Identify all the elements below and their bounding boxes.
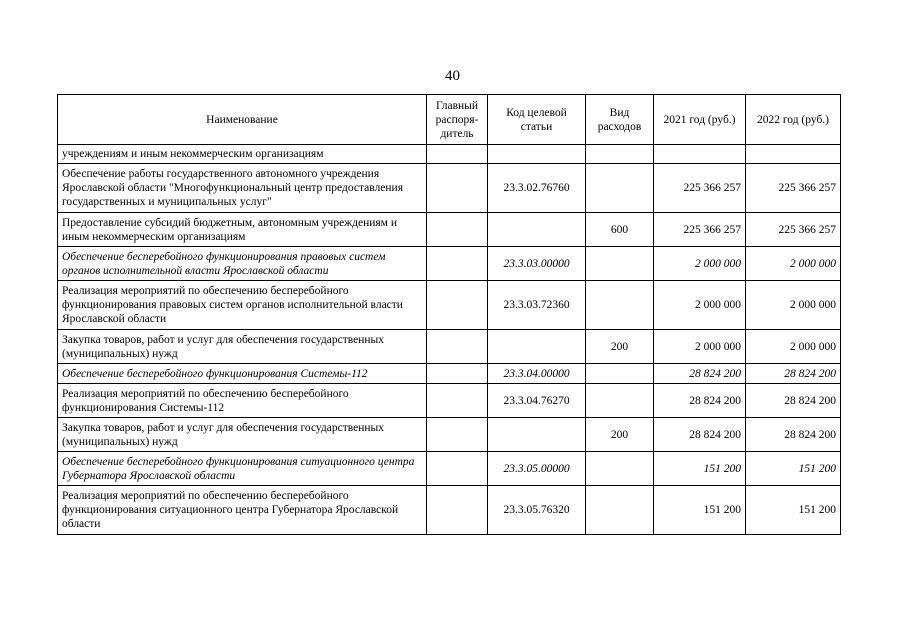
row-2021-cell: 2 000 000 — [654, 247, 746, 281]
page-number: 40 — [445, 68, 460, 84]
row-expense-type-cell: 200 — [586, 330, 654, 364]
row-code-cell — [488, 330, 586, 364]
row-admin-cell — [427, 164, 488, 213]
row-name-cell: Реализация мероприятий по обеспечению бесперебойного функционирования ситуационного центра Губернатора Ярославской области — [58, 486, 427, 535]
row-code-cell: 23.3.04.76270 — [488, 384, 586, 418]
row-name-cell: Закупка товаров, работ и услуг для обеспечения государственных (муниципальных) нужд — [58, 330, 427, 364]
row-2022-cell — [746, 145, 841, 164]
row-name-cell: Обеспечение бесперебойного функционирования ситуационного центра Губернатора Ярославской области — [58, 452, 427, 486]
row-admin-cell — [427, 418, 488, 452]
row-admin-cell — [427, 486, 488, 535]
row-name-cell: Реализация мероприятий по обеспечению бесперебойного функционирования Системы-112 — [58, 384, 427, 418]
table-row — [58, 364, 841, 384]
row-2022-cell: 2 000 000 — [746, 330, 841, 364]
row-code-cell: 23.3.03.00000 — [488, 247, 586, 281]
row-expense-type-cell: 200 — [586, 418, 654, 452]
row-name-cell: Закупка товаров, работ и услуг для обеспечения государственных (муниципальных) нужд — [58, 418, 427, 452]
table-body — [58, 145, 841, 535]
row-code-cell: 23.3.04.00000 — [488, 364, 586, 384]
row-admin-cell — [427, 384, 488, 418]
row-2021-cell: 225 366 257 — [654, 213, 746, 247]
row-expense-type-cell — [586, 364, 654, 384]
header-admin: Главный распоря-дитель — [427, 95, 488, 145]
header-code: Код целевой статьи — [488, 95, 586, 145]
row-name-cell: Обеспечение бесперебойного функционирования правовых систем органов исполнительной власти Ярославской области — [58, 247, 427, 281]
row-name-cell: Реализация мероприятий по обеспечению бесперебойного функционирования правовых систем органов исполнительной власти Ярославской области — [58, 281, 427, 330]
table-row — [58, 213, 841, 247]
row-admin-cell — [427, 364, 488, 384]
row-2022-cell: 28 824 200 — [746, 384, 841, 418]
row-expense-type-cell — [586, 164, 654, 213]
row-admin-cell — [427, 247, 488, 281]
row-2021-cell: 225 366 257 — [654, 164, 746, 213]
row-admin-cell — [427, 452, 488, 486]
row-code-cell: 23.3.02.76760 — [488, 164, 586, 213]
row-2021-cell: 28 824 200 — [654, 384, 746, 418]
row-admin-cell — [427, 213, 488, 247]
row-admin-cell — [427, 145, 488, 164]
row-expense-type-cell — [586, 145, 654, 164]
row-2022-cell: 225 366 257 — [746, 164, 841, 213]
table-row — [58, 281, 841, 330]
row-2021-cell: 2 000 000 — [654, 330, 746, 364]
row-code-cell — [488, 213, 586, 247]
table-row — [58, 486, 841, 535]
row-2022-cell: 225 366 257 — [746, 213, 841, 247]
row-2022-cell: 151 200 — [746, 486, 841, 535]
row-expense-type-cell — [586, 247, 654, 281]
row-name-cell: Предоставление субсидий бюджетным, автономным учреждениям и иным некоммерческим организациям — [58, 213, 427, 247]
row-expense-type-cell — [586, 486, 654, 535]
header-name: Наименование — [58, 95, 427, 145]
row-name-cell: учреждениям и иным некоммерческим организациям — [58, 145, 427, 164]
row-admin-cell — [427, 330, 488, 364]
header-2021: 2021 год (руб.) — [654, 95, 746, 145]
row-expense-type-cell — [586, 384, 654, 418]
row-2021-cell: 2 000 000 — [654, 281, 746, 330]
row-name-cell: Обеспечение бесперебойного функционирования Системы-112 — [58, 364, 427, 384]
row-admin-cell — [427, 281, 488, 330]
row-2022-cell: 151 200 — [746, 452, 841, 486]
row-2021-cell: 28 824 200 — [654, 364, 746, 384]
row-code-cell — [488, 145, 586, 164]
table-row — [58, 164, 841, 213]
row-expense-type-cell — [586, 452, 654, 486]
table-row — [58, 384, 841, 418]
table-row — [58, 247, 841, 281]
row-code-cell: 23.3.05.00000 — [488, 452, 586, 486]
table-row — [58, 145, 841, 164]
table-header-row — [58, 95, 841, 145]
header-expense-type: Вид расходов — [586, 95, 654, 145]
row-2021-cell: 151 200 — [654, 486, 746, 535]
row-2021-cell: 28 824 200 — [654, 418, 746, 452]
row-code-cell — [488, 418, 586, 452]
budget-table — [57, 94, 841, 535]
row-2022-cell: 2 000 000 — [746, 281, 841, 330]
row-expense-type-cell: 600 — [586, 213, 654, 247]
row-name-cell: Обеспечение работы государственного автономного учреждения Ярославской области "Многофункциональный центр предоставления государственных и муниципальных услуг" — [58, 164, 427, 213]
row-2022-cell: 2 000 000 — [746, 247, 841, 281]
table-row — [58, 330, 841, 364]
row-code-cell: 23.3.03.72360 — [488, 281, 586, 330]
row-expense-type-cell — [586, 281, 654, 330]
row-2022-cell: 28 824 200 — [746, 418, 841, 452]
table-row — [58, 418, 841, 452]
header-2022: 2022 год (руб.) — [746, 95, 841, 145]
table-row — [58, 452, 841, 486]
row-2021-cell — [654, 145, 746, 164]
row-code-cell: 23.3.05.76320 — [488, 486, 586, 535]
row-2021-cell: 151 200 — [654, 452, 746, 486]
row-2022-cell: 28 824 200 — [746, 364, 841, 384]
